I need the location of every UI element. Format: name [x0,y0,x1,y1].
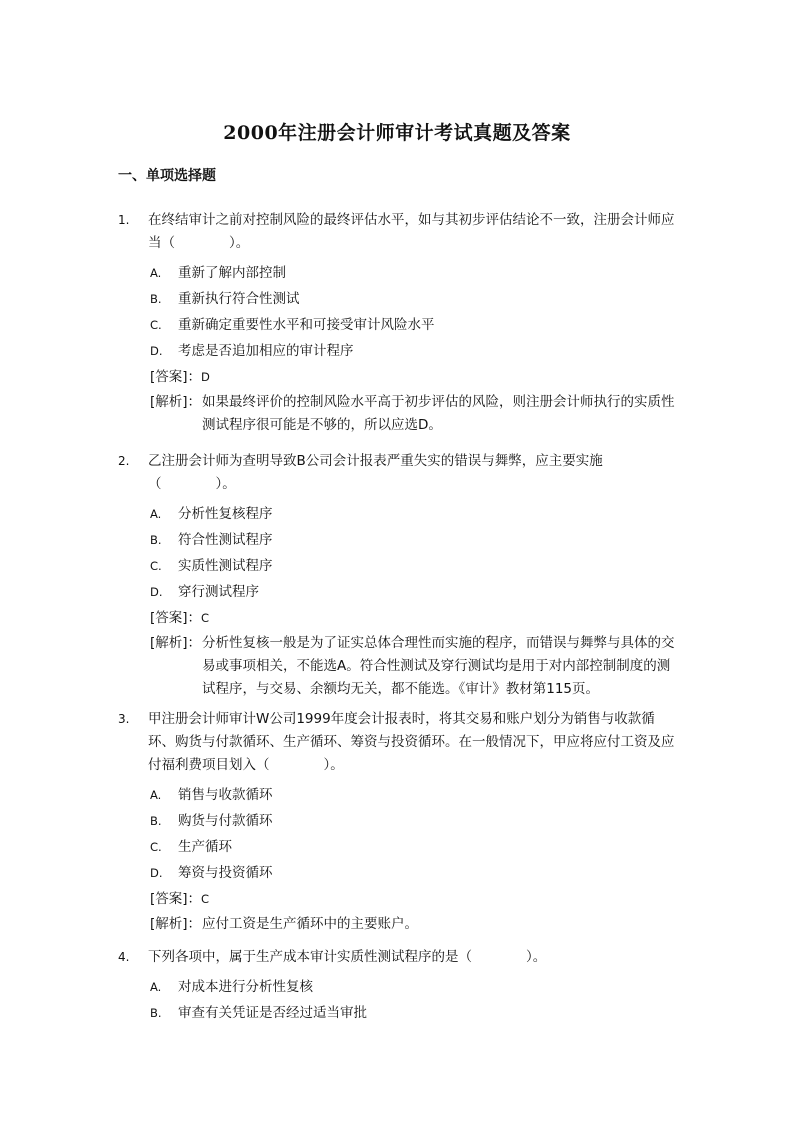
analysis-block [118,391,678,437]
option-b [150,527,678,553]
option-list [118,501,678,605]
option-list [118,974,678,1026]
analysis-block [118,632,678,701]
option-d [150,860,678,886]
answer-label: [答案]： [150,369,202,385]
option-text: 穿行测试程序 [178,584,259,600]
option-text: 重新执行符合性测试 [178,291,300,307]
analysis-text: 分析性复核一般是为了证实总体合理性而实施的程序，而错误与舞弊与具体的交易或事项相关，不能选A。符合性测试及穿行测试均是用于对内部控制制度的测试程序，与交易、余额均无关，都不能选。《审计》教材第115页。 [202,635,675,697]
option-text: 考虑是否追加相应的审计程序 [178,343,354,359]
option-a [150,501,678,527]
answer-label: [答案]： [150,891,202,907]
document-title: 2000年注册会计师审计考试真题及答案 [223,122,571,144]
option-letter: D. [150,585,163,599]
option-text: 生产循环 [178,839,232,855]
option-text: 符合性测试程序 [178,532,273,548]
option-b [150,1000,678,1026]
analysis-text: 如果最终评价的控制风险水平高于初步评估的风险，则注册会计师执行的实质性测试程序很可能是不够的，所以应选D。 [202,394,675,433]
analysis-text: 应付工资是生产循环中的主要账户。 [202,916,418,932]
option-c [150,834,678,860]
option-c [150,312,678,338]
question-text: 下列各项中，属于生产成本审计实质性测试程序的是（ ）。 [148,949,547,965]
question-text: 甲注册会计师审计W公司1999年度会计报表时，将其交易和账户划分为销售与收款循环、购货与付款循环、生产循环、筹资与投资循环。在一般情况下，甲应将应付工资及应付福利费项目划入（ ）。 [148,711,675,773]
question-number: 2. [118,454,130,468]
option-letter: D. [150,866,163,880]
question-text: 在终结审计之前对控制风险的最终评估水平，如与其初步评估结论不一致，注册会计师应当（ ）。 [148,212,675,251]
answer-value: C [201,611,210,625]
option-a [150,974,678,1000]
option-text: 实质性测试程序 [178,558,273,574]
answer-line [118,605,678,631]
option-text: 购货与付款循环 [178,813,273,829]
question-stem [118,450,678,496]
question-3 [118,708,678,936]
option-text: 对成本进行分析性复核 [178,979,313,995]
analysis-block [118,913,678,936]
option-text: 重新了解内部控制 [178,265,286,281]
option-letter: B. [150,1006,162,1020]
option-list [118,782,678,886]
option-list [118,260,678,364]
option-letter: C. [150,559,162,573]
option-letter: A. [150,266,162,280]
option-letter: B. [150,533,162,547]
question-stem [118,946,678,969]
option-text: 审查有关凭证是否经过适当审批 [178,1005,367,1021]
question-4 [118,946,678,1026]
question-text: 乙注册会计师为查明导致B公司会计报表严重失实的错误与舞弊，应主要实施（ ）。 [148,453,603,492]
question-1 [118,209,678,437]
question-stem [118,708,678,777]
answer-value: C [201,892,210,906]
option-letter: A. [150,980,162,994]
analysis-label: [解析]： [150,394,202,410]
option-letter: D. [150,344,163,358]
answer-label: [答案]： [150,610,202,626]
answer-line [118,886,678,912]
option-a [150,260,678,286]
answer-value: D [201,370,210,384]
answer-line [118,364,678,390]
option-letter: B. [150,814,162,828]
option-text: 销售与收款循环 [178,787,273,803]
option-letter: C. [150,318,162,332]
option-b [150,808,678,834]
option-text: 分析性复核程序 [178,506,273,522]
option-letter: A. [150,507,162,521]
option-d [150,338,678,364]
option-text: 筹资与投资循环 [178,865,273,881]
question-number: 3. [118,712,130,726]
option-letter: C. [150,840,162,854]
question-2 [118,450,678,701]
option-a [150,782,678,808]
analysis-label: [解析]： [150,916,202,932]
analysis-label: [解析]： [150,635,202,651]
question-number: 1. [118,213,130,227]
option-d [150,579,678,605]
option-letter: A. [150,788,162,802]
question-stem [118,209,678,255]
option-letter: B. [150,292,162,306]
question-number: 4. [118,950,130,964]
option-text: 重新确定重要性水平和可接受审计风险水平 [178,317,435,333]
option-c [150,553,678,579]
section-heading: 一、单项选择题 [118,168,216,184]
option-b [150,286,678,312]
